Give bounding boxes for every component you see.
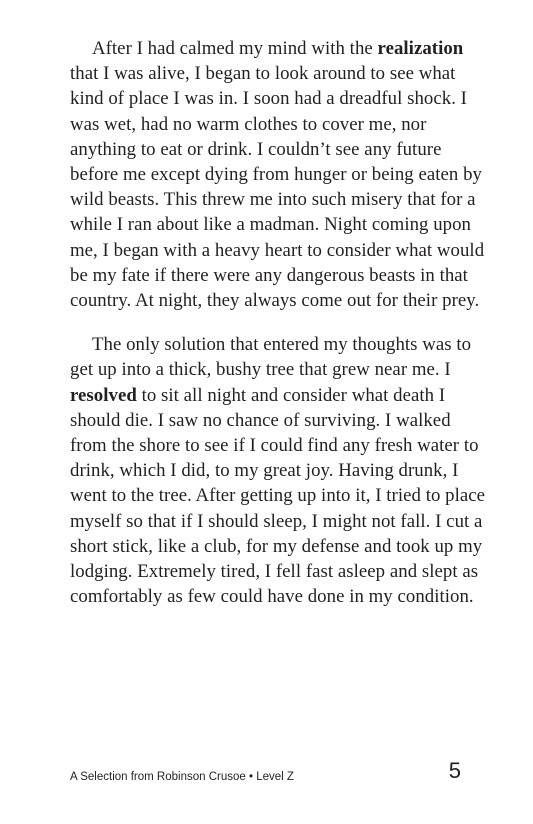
paragraph-text: to sit all night and consider what death I should die. I saw no chance of surviving. I walked from the shore to see if I could find any fresh water to drink, which I did, to my great joy. Having drunk, I went to the tree. After getting up into it, I tried to place myself so that if I should sleep, I might not fall. I cut a short stick, like a club, for my defense and took up my lodging. Extremely tired, I fell fast asleep and slept as comfortably as few could have done in my condition. [70,384,486,608]
paragraph-text: The only solution that entered my thoughts was to get up into a thick, bushy tree that grew near me. I [70,334,472,381]
paragraph-text: After I had calmed my mind with the [92,38,378,59]
paragraph-2 [70,332,490,609]
vocabulary-word-realization: realization [377,38,464,59]
paragraph-1 [70,36,490,313]
paragraph-text: that I was alive, I began to look around to see what kind of place I was in. I soon had a dreadful shock. I was wet, had no warm clothes to cover me, nor anything to eat or drink. I couldn’t see any future before me except dying from hunger or being eaten by wild beasts. This threw me into such misery that for a while I ran about like a madman. Night coming upon me, I began with a heavy heart to consider what would be my fate if there were any dangerous beasts in that country. At night, they always come out for their prey. [70,63,485,312]
footer-book-title: A Selection from Robinson Crusoe • Level Z [70,771,294,783]
story-body [70,36,490,609]
vocabulary-word-resolved: resolved [70,384,137,406]
page-number: 5 [448,758,461,783]
